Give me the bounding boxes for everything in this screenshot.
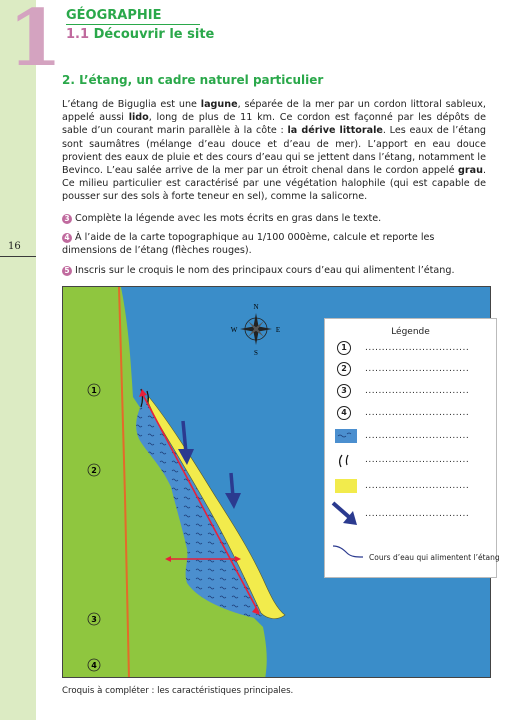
legend-blank: ............................... — [365, 509, 470, 519]
question-5 — [62, 264, 492, 277]
section-title: 2. L’étang, un cadre naturel particulier — [62, 73, 324, 87]
legend-blank: ............................... — [365, 455, 470, 465]
legend-title: Légende — [391, 327, 430, 337]
svg-text:3: 3 — [91, 615, 97, 624]
chapter-subtitle — [66, 27, 214, 42]
compass-s: S — [254, 349, 258, 357]
paragraph-text: , long de plus de 11 km. Ce cordon est façonné par les dépôts de sable d’un courant marin parallèle à la côte : — [62, 112, 487, 137]
page-number: 16 — [8, 241, 21, 252]
question-4 — [62, 231, 492, 257]
svg-text:2: 2 — [91, 466, 97, 475]
question-number-badge: 4 — [62, 233, 72, 243]
lagoon-swatch — [335, 429, 357, 443]
legend-marker-4: 4 — [337, 406, 351, 420]
svg-text:1: 1 — [91, 386, 97, 395]
paragraph-text: L’étang de Biguglia est une — [62, 99, 201, 110]
legend-row-3 — [337, 384, 470, 400]
map-caption: Croquis à compléter : les caractéristiques principales. — [62, 686, 294, 696]
paragraph-text: , séparée de la mer par un cordon littoral sableux, appelé aussi — [62, 99, 486, 124]
legend-blank: ............................... — [365, 408, 470, 418]
bold-keyword: lido — [128, 112, 149, 124]
compass-e: E — [275, 326, 281, 334]
subsection-number: 1.1 — [66, 27, 90, 42]
bold-keyword: grau — [458, 165, 483, 177]
chapter-number: 1 — [8, 0, 63, 84]
legend-row-2 — [337, 362, 470, 378]
page-number-rule — [0, 256, 36, 257]
question-3 — [62, 212, 492, 225]
map-marker-3 — [88, 613, 100, 625]
legend-marker-3: 3 — [337, 384, 351, 398]
question-text: À l’aide de la carte topographique au 1/100 000ème, calcule et reporte les dimensions de l’étang (flèches rouges). — [62, 232, 435, 256]
page-margin-band — [0, 0, 36, 720]
lido-swatch — [335, 479, 357, 493]
question-number-badge: 5 — [62, 266, 72, 276]
river-swatch — [331, 543, 365, 561]
legend-box — [324, 318, 500, 578]
question-number-badge: 3 — [62, 214, 72, 224]
svg-text:4: 4 — [91, 661, 97, 670]
legend-marker-2: 2 — [337, 362, 351, 376]
legend-row-1 — [337, 341, 470, 357]
legend-blank: ............................... — [365, 364, 470, 374]
legend-blank: ............................... — [365, 343, 470, 353]
paragraph-text: . Les eaux de l’étang sont saumâtres (mélange d’eau douce et d’eau de mer). L’apport en eau douce provient des eaux de pluie et des cours d’eau qui se jettent dans l’étang, notamment le Bevinco. L’eau salée arrive de la mer par un étroit chenal dans le cordon appelé — [62, 125, 486, 177]
chapter-title: GÉOGRAPHIE — [66, 8, 162, 23]
compass-n: N — [253, 303, 259, 311]
body-paragraph — [62, 98, 486, 204]
legend-blank: ............................... — [365, 431, 470, 441]
question-text: Inscris sur le croquis le nom des principaux cours d’eau qui alimentent l’étang. — [75, 265, 455, 276]
legend-marker-1: 1 — [337, 341, 351, 355]
legend-blank: ............................... — [365, 481, 470, 491]
question-text: Complète la légende avec les mots écrits en gras dans le texte. — [75, 213, 382, 224]
map-marker-4 — [88, 659, 100, 671]
bold-keyword: lagune — [200, 99, 238, 110]
subsection-title: Découvrir le site — [93, 27, 215, 42]
arrow-swatch-icon — [331, 501, 361, 527]
compass-w: W — [230, 326, 238, 334]
grau-swatch — [335, 453, 357, 469]
title-rule — [66, 24, 200, 25]
legend-row-4 — [337, 406, 470, 422]
paragraph-text: . Ce milieu particulier est caractérisé par une végétation halophile (qui est capable de pousser sur des sols à forte teneur en sel), comme la salicorne. — [62, 165, 486, 203]
map-marker-2 — [88, 464, 100, 476]
legend-blank: ............................... — [365, 386, 470, 396]
river-legend-label: Cours d’eau qui alimentent l’étang — [369, 553, 500, 562]
bold-keyword: la dérive littorale — [287, 125, 383, 137]
map-marker-1 — [88, 384, 100, 396]
